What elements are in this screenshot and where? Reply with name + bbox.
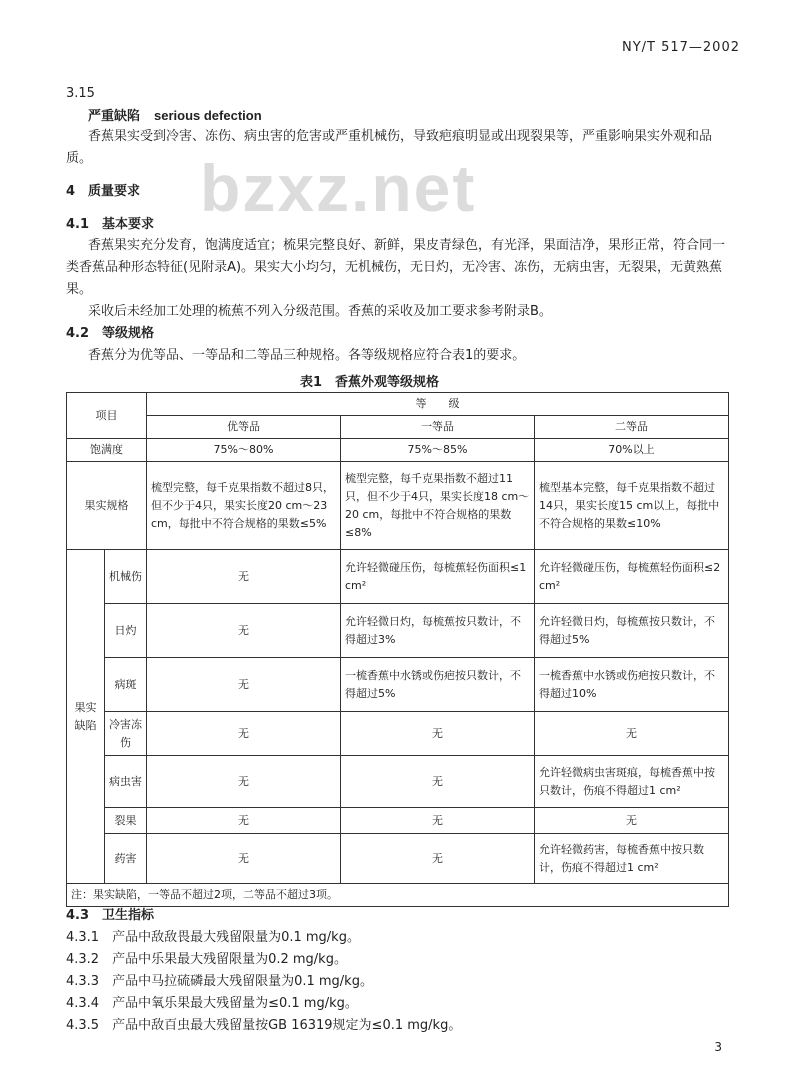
table-header-grade: 等 级	[147, 393, 729, 416]
defect-cell-second: 允许轻微碰压伤，每梳蕉轻伤面积≤2 cm²	[535, 550, 729, 604]
title-en: serious defection	[154, 108, 262, 123]
defect-cell-first: 无	[341, 756, 535, 808]
section-4-3-title: 4.3 卫生指标	[66, 908, 155, 923]
title-cn: 严重缺陷	[88, 109, 141, 124]
defect-cell-second: 一梳香蕉中水锈或伤疤按只数计，不得超过10%	[535, 658, 729, 712]
section-4-title: 4 质量要求	[66, 184, 141, 199]
row-label-size: 果实规格	[67, 462, 147, 550]
section-4-1-para-1: 香蕉果实充分发育，饱满度适宜；梳果完整良好、新鲜，果皮青绿色，有光泽，果面洁净，果形正常，符合同一类香蕉品种形态特征(见附录A)。果实大小均匀，无机械伤，无日灼，无冷害、冻伤，无病虫害，无裂果，无黄熟蕉果。	[66, 238, 726, 297]
defect-cell-second: 允许轻微日灼，每梳蕉按只数计，不得超过5%	[535, 604, 729, 658]
table-header-first-class: 一等品	[341, 416, 535, 439]
row-group-defects: 果实缺陷	[67, 550, 105, 884]
defect-cell-first: 允许轻微碰压伤，每梳蕉轻伤面积≤1 cm²	[341, 550, 535, 604]
hygiene-item: 4.3.2 产品中乐果最大残留限量为0.2 mg/kg。	[66, 952, 347, 967]
table-header-second-class: 二等品	[535, 416, 729, 439]
cell-fullness-first: 75%～85%	[341, 439, 535, 462]
defect-cell-second: 无	[535, 712, 729, 756]
defect-cell-second: 允许轻微病虫害斑痕，每梳香蕉中按只数计，伤痕不得超过1 cm²	[535, 756, 729, 808]
defect-cell-premium: 无	[147, 808, 341, 834]
defect-cell-first: 允许轻微日灼，每梳蕉按只数计，不得超过3%	[341, 604, 535, 658]
defect-label: 冷害冻伤	[105, 712, 147, 756]
table-note: 注：果实缺陷，一等品不超过2项，二等品不超过3项。	[67, 884, 729, 907]
defect-cell-first: 无	[341, 712, 535, 756]
section-3-15-body: 香蕉果实受到冷害、冻伤、病虫害的危害或严重机械伤，导致疤痕明显或出现裂果等，严重影响果实外观和品质。	[66, 129, 713, 166]
cell-fullness-second: 70%以上	[535, 439, 729, 462]
defect-cell-premium: 无	[147, 712, 341, 756]
section-3-15-title	[88, 106, 262, 127]
defect-cell-premium: 无	[147, 658, 341, 712]
defect-label: 裂果	[105, 808, 147, 834]
grade-spec-table	[66, 392, 729, 907]
watermark: bzxz.net	[200, 151, 477, 225]
section-4-1-para-2: 采收后未经加工处理的梳蕉不列入分级范围。香蕉的采收及加工要求参考附录B。	[88, 304, 552, 319]
hygiene-item: 4.3.5 产品中敌百虫最大残留量按GB 16319规定为≤0.1 mg/kg。	[66, 1018, 462, 1033]
standard-code: NY/T 517—2002	[621, 40, 740, 55]
section-4-1-title: 4.1 基本要求	[66, 217, 155, 232]
defect-label: 病虫害	[105, 756, 147, 808]
cell-size-first: 梳型完整，每千克果指数不超过11只，但不少于4只，果实长度18 cm～20 cm，每批中不符合规格的果数≤8%	[341, 462, 535, 550]
defect-cell-premium: 无	[147, 604, 341, 658]
section-4-2-para: 香蕉分为优等品、一等品和二等品三种规格。各等级规格应符合表1的要求。	[88, 348, 526, 363]
section-4-2-title: 4.2 等级规格	[66, 326, 155, 341]
defect-label: 机械伤	[105, 550, 147, 604]
row-label-fullness: 饱满度	[67, 439, 147, 462]
cell-size-second: 梳型基本完整，每千克果指数不超过14只，果实长度15 cm以上，每批中不符合规格的果数≤10%	[535, 462, 729, 550]
defect-cell-second: 无	[535, 808, 729, 834]
defect-label: 日灼	[105, 604, 147, 658]
defect-label: 药害	[105, 834, 147, 884]
defect-cell-first: 无	[341, 834, 535, 884]
defect-cell-premium: 无	[147, 550, 341, 604]
hygiene-item: 4.3.3 产品中马拉硫磷最大残留限量为0.1 mg/kg。	[66, 974, 373, 989]
defect-cell-premium: 无	[147, 756, 341, 808]
defect-cell-first: 无	[341, 808, 535, 834]
hygiene-item: 4.3.1 产品中敌敌畏最大残留限量为0.1 mg/kg。	[66, 930, 360, 945]
defect-cell-first: 一梳香蕉中水锈或伤疤按只数计，不得超过5%	[341, 658, 535, 712]
cell-fullness-premium: 75%～80%	[147, 439, 341, 462]
cell-size-premium: 梳型完整，每千克果指数不超过8只，但不少于4只，果实长度20 cm～23 cm，每批中不符合规格的果数≤5%	[147, 462, 341, 550]
defect-cell-second: 允许轻微药害，每梳香蕉中按只数计，伤痕不得超过1 cm²	[535, 834, 729, 884]
defect-cell-premium: 无	[147, 834, 341, 884]
table-caption: 表1 香蕉外观等级规格	[300, 375, 440, 390]
section-3-15-number: 3.15	[66, 86, 95, 101]
table-header-item: 项目	[67, 393, 147, 439]
page-number: 3	[714, 1040, 722, 1054]
defect-label: 病斑	[105, 658, 147, 712]
table-header-premium: 优等品	[147, 416, 341, 439]
hygiene-item: 4.3.4 产品中氧乐果最大残留量为≤0.1 mg/kg。	[66, 996, 358, 1011]
